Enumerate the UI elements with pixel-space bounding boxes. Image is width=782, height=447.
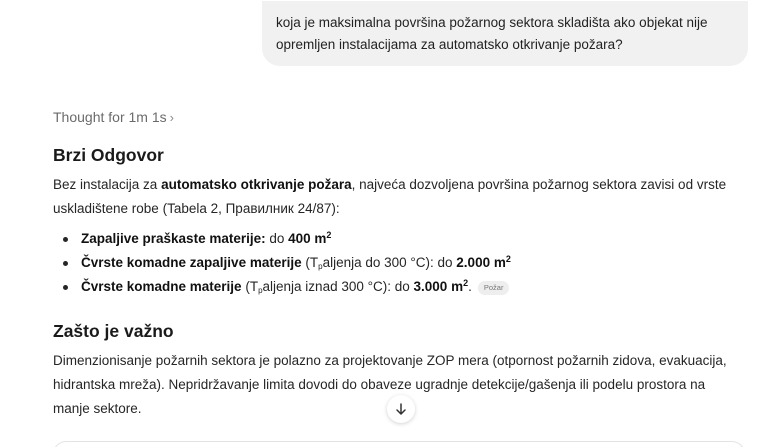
bullet-subscript: p (318, 262, 323, 271)
scroll-to-bottom-button[interactable] (387, 395, 415, 423)
user-message-text: koja je maksimalna površina požarnog sektora skladišta ako objekat nije opremljen instalacijama za automatsko otkrivanje požara? (276, 15, 708, 52)
answer-explanation: Dimenzionisanje požarnih sektora je polazno za projektovanje ZOP mera (otpornost požarnih zidova, evakuacija, hidrantska mreža). Nepridržavanje limita dovodi do obaveze ugradnje detekcije/gašenja ili podelu prostora na manje sektore. (53, 353, 727, 416)
answer-intro (53, 173, 743, 221)
bullet-text: aljenja do 300 °C): do (322, 255, 457, 270)
source-chip[interactable]: Požar (478, 281, 510, 295)
answer-heading-quick: Brzi Odgovor (53, 145, 164, 165)
thought-label: Thought for 1m 1s (53, 109, 167, 125)
bullet-value: 400 $m^2$ (288, 230, 332, 246)
intro-text-bold: automatsko otkrivanje požara (161, 177, 352, 192)
composer-input-edge[interactable] (53, 441, 745, 447)
user-message-bubble (262, 1, 748, 66)
bullet-subscript: p (258, 286, 263, 295)
list-item (53, 275, 511, 299)
bullet-text: do (265, 231, 289, 246)
bullet-text: aljenja iznad 300 °C): do (262, 279, 414, 294)
intro-text-pre: Bez instalacija za (53, 177, 162, 192)
answer-bullet-list (53, 227, 511, 299)
bullet-label: Čvrste komadne zapaljive materije (81, 255, 302, 270)
answer-heading-why: Zašto je važno (53, 321, 174, 341)
bullet-text: . (468, 279, 472, 294)
list-item (53, 251, 511, 275)
bullet-value: 3.000 $m^2$ (413, 278, 469, 294)
bullet-label: Zapaljive praškaste materije: (81, 231, 266, 246)
bullet-label: Čvrste komadne materije (81, 279, 242, 294)
arrow-down-icon (394, 402, 408, 416)
bullet-value: 2.000 $m^2$ (456, 254, 511, 270)
thought-toggle[interactable] (53, 107, 174, 128)
intro-text-post: , najveća dozvoljena površina požarnog sektora zavisi od vrste uskladištene robe (Tabela 2, Правилник 24/87): (53, 177, 727, 216)
bullet-text: (T (301, 255, 319, 270)
bullet-text: (T (241, 279, 259, 294)
chevron-right-icon: › (169, 110, 174, 125)
list-item (53, 227, 511, 251)
